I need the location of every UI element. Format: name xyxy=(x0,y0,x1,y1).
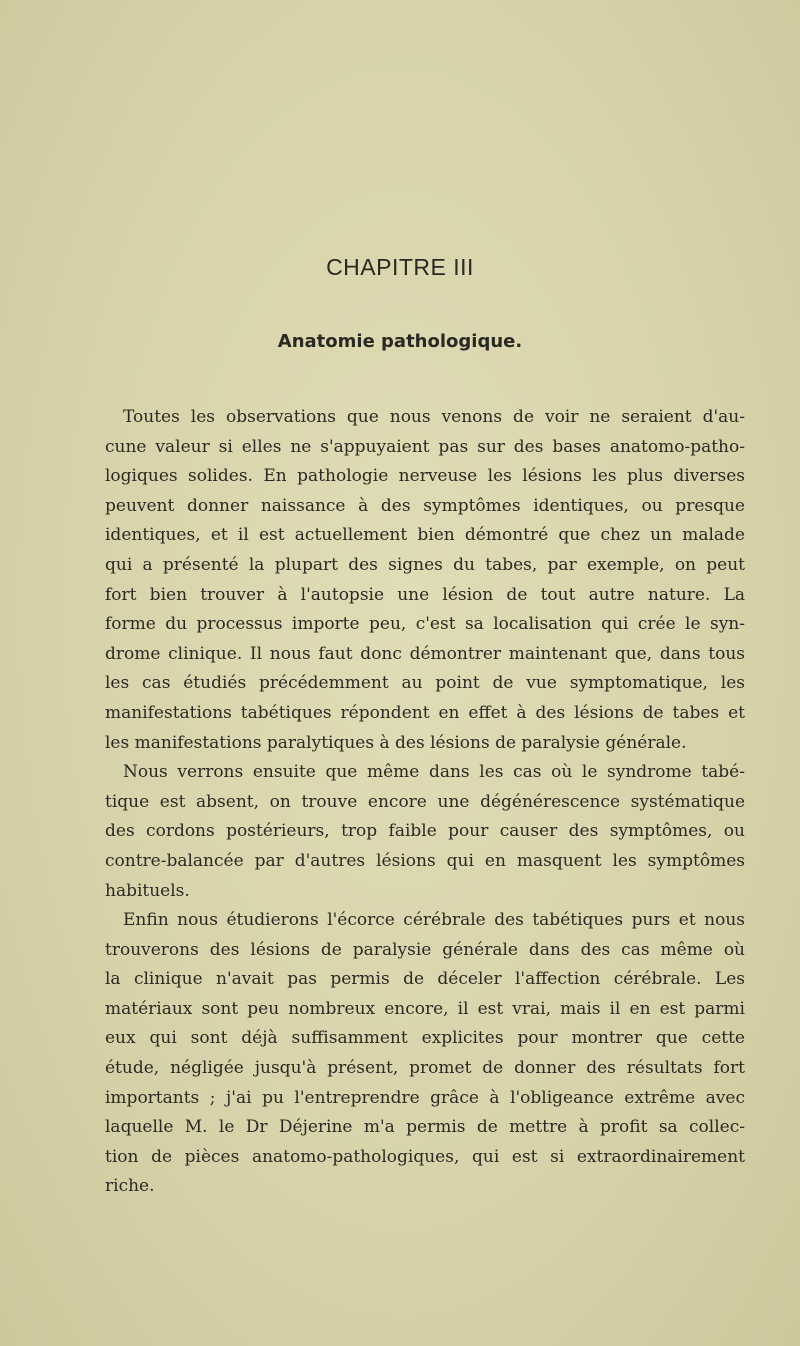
text-line: peuvent donner naissance à des symptômes identiques, ou presque xyxy=(105,495,745,516)
text-line: trouverons des lésions de paralysie générale dans des cas même où xyxy=(105,939,745,960)
text-line: Toutes les observations que nous venons de voir ne seraient d'au- xyxy=(123,407,745,427)
text-line: identiques, et il est actuellement bien démontré que chez un malade xyxy=(105,525,745,546)
text-line: forme du processus importe peu, c'est sa localisation qui crée le syn- xyxy=(105,614,745,635)
text-line: eux qui sont déjà suffisamment explicites pour montrer que cette xyxy=(105,1028,745,1049)
text-line: les manifestations paralytiques à des lésions de paralysie générale. xyxy=(105,732,687,753)
text-line: logiques solides. En pathologie nerveuse les lésions les plus diverses xyxy=(105,466,745,487)
text-line: laquelle M. le Dr Déjerine m'a permis de mettre à profit sa collec- xyxy=(105,1117,745,1138)
section-title: Anatomie pathologique. xyxy=(277,331,523,352)
text-line: Nous verrons ensuite que même dans les cas où le syndrome tabé- xyxy=(123,762,745,783)
text-line: la clinique n'avait pas permis de déceler l'affection cérébrale. Les xyxy=(105,969,745,990)
text-line: manifestations tabétiques répondent en effet à des lésions de tabes et xyxy=(105,702,745,723)
text-line: fort bien trouver à l'autopsie une lésion de tout autre nature. La xyxy=(105,584,745,605)
text-line: riche. xyxy=(105,1176,155,1197)
text-line: contre-balancée par d'autres lésions qui en masquent les symptômes xyxy=(105,850,745,871)
text-line: habituels. xyxy=(105,880,190,901)
text-line: les cas étudiés précédemment au point de vue symptomatique, les xyxy=(105,673,745,694)
text-line: importants ; j'ai pu l'entreprendre grâce à l'obligeance extrême avec xyxy=(105,1087,745,1108)
text-line: cune valeur si elles ne s'appuyaient pas sur des bases anatomo-patho- xyxy=(105,436,745,457)
body-text xyxy=(105,403,745,1202)
text-line: drome clinique. Il nous faut donc démontrer maintenant que, dans tous xyxy=(105,643,745,664)
text-line: qui a présenté la plupart des signes du tabes, par exemple, on peut xyxy=(105,554,745,575)
text-line: tique est absent, on trouve encore une dégénérescence systématique xyxy=(105,791,745,812)
text-line: des cordons postérieurs, trop faible pour causer des symptômes, ou xyxy=(105,821,745,842)
text-line: Enfin nous étudierons l'écorce cérébrale des tabétiques purs et nous xyxy=(123,910,745,931)
text-line: matériaux sont peu nombreux encore, il est vrai, mais il en est parmi xyxy=(105,998,745,1019)
text-line: étude, négligée jusqu'à présent, promet de donner des résultats fort xyxy=(105,1058,745,1079)
chapter-title: CHAPITRE III xyxy=(326,254,474,280)
text-line: tion de pièces anatomo-pathologiques, qui est si extraordinairement xyxy=(105,1146,745,1167)
